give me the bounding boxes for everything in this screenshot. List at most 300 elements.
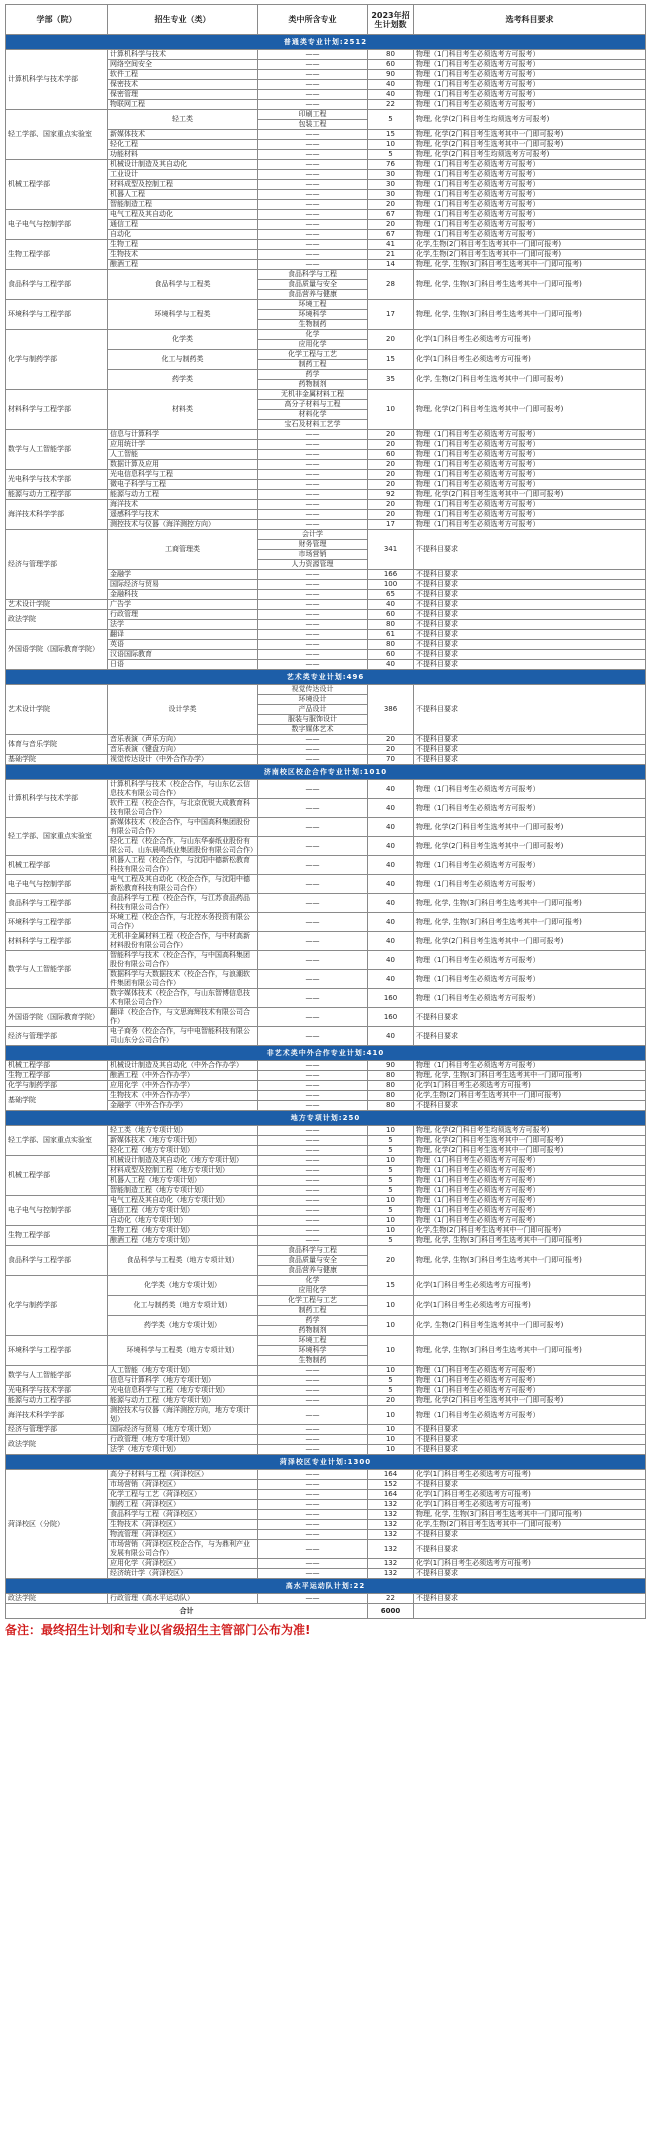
requirement-cell: 物理, 化学, 生物(3门科目考生选考其中一门即可报考) [414,1510,646,1520]
table-row [6,300,646,310]
table-row [6,240,646,250]
major-cell: 计算机科学与技术 [108,50,258,60]
sub-major-cell: —— [258,480,368,490]
section-row [6,1579,646,1594]
department-cell: 经济与管理学部 [6,530,108,600]
sub-major-cell: —— [258,130,368,140]
major-cell: 新媒体技术（地方专项计划） [108,1136,258,1146]
requirement-cell: 物理（1门科目考生必须选考方可报考） [414,799,646,818]
plan-count-cell: 40 [368,970,414,989]
plan-count-cell: 10 [368,1226,414,1236]
plan-count-cell: 10 [368,140,414,150]
requirement-cell: 不提科目要求 [414,685,646,735]
requirement-cell: 不提科目要求 [414,1435,646,1445]
requirement-cell: 不提科目要求 [414,1425,646,1435]
plan-count-cell: 40 [368,875,414,894]
table-row [6,1091,646,1101]
department-cell: 外国语学院（国际教育学院） [6,630,108,670]
major-cell: 轻工类 [108,110,258,130]
plan-count-cell: 10 [368,1316,414,1336]
plan-count-cell: 10 [368,1336,414,1366]
major-cell: 酿酒工程（地方专项计划） [108,1236,258,1246]
requirement-cell: 物理（1门科目考生必须选考方可报考） [414,430,646,440]
sub-major-cell: —— [258,1027,368,1046]
department-cell: 电子电气与控制学部 [6,875,108,894]
major-cell: 轻化工程 [108,140,258,150]
sub-major-cell: 数字媒体艺术 [258,725,368,735]
major-cell: 应用化学（中外合作办学） [108,1081,258,1091]
requirement-cell: 物理（1门科目考生必须选考方可报考） [414,951,646,970]
plan-count-cell: 60 [368,60,414,70]
plan-count-cell: 90 [368,70,414,80]
plan-count-cell: 76 [368,160,414,170]
requirement-cell: 物理（1门科目考生必须选考方可报考） [414,480,646,490]
plan-count-cell: 160 [368,989,414,1008]
table-row [6,630,646,640]
plan-count-cell: 14 [368,260,414,270]
requirement-cell: 物理, 化学(2门科目考生选考其中一门即可报考) [414,130,646,140]
sub-major-cell: —— [258,1226,368,1236]
department-cell: 环境科学与工程学部 [6,1336,108,1366]
plan-count-cell: 5 [368,1166,414,1176]
department-cell: 生物工程学部 [6,1071,108,1081]
requirement-cell: 物理（1门科目考生必须选考方可报考） [414,180,646,190]
requirement-cell: 物理（1门科目考生必须选考方可报考） [414,856,646,875]
major-cell: 智能制造工程 [108,200,258,210]
plan-count-cell: 5 [368,1376,414,1386]
plan-count-cell: 5 [368,150,414,160]
table-row [6,330,646,340]
requirement-cell: 物理（1门科目考生必须选考方可报考） [414,200,646,210]
requirement-cell: 物理, 化学, 生物(3门科目考生选考其中一门即可报考) [414,1071,646,1081]
plan-count-cell: 40 [368,913,414,932]
table-row [6,735,646,745]
major-cell: 药学类（地方专项计划） [108,1316,258,1336]
plan-count-cell: 30 [368,190,414,200]
plan-count-cell: 35 [368,370,414,390]
major-cell: 食品科学与工程（菏泽校区） [108,1510,258,1520]
plan-count-cell: 40 [368,90,414,100]
major-cell: 软件工程 [108,70,258,80]
requirement-cell: 物理, 化学, 生物(3门科目考生选考其中一门即可报考) [414,1246,646,1276]
enrollment-plan-table [5,4,646,1619]
requirement-cell: 化学(1门科目考生必须选考方可报考) [414,1296,646,1316]
requirement-cell: 不提科目要求 [414,1008,646,1027]
plan-count-cell: 10 [368,1366,414,1376]
table-row [6,1594,646,1604]
plan-count-cell: 20 [368,330,414,350]
plan-count-cell: 17 [368,300,414,330]
department-cell: 数学与人工智能学部 [6,1366,108,1386]
table-row [6,1366,646,1376]
major-cell: 无机非金属材料工程（校企合作，与中材高新材料股份有限公司合作） [108,932,258,951]
requirement-cell: 物理（1门科目考生必须选考方可报考） [414,460,646,470]
header-major: 招生专业（类） [108,5,258,35]
requirement-cell: 物理（1门科目考生必须选考方可报考） [414,190,646,200]
plan-count-cell: 132 [368,1520,414,1530]
table-row [6,1246,646,1256]
requirement-cell: 化学, 生物(2门科目考生选考其中一门即可报考) [414,370,646,390]
sub-major-cell: 财务管理 [258,540,368,550]
sub-major-cell: —— [258,1396,368,1406]
requirement-cell: 物理（1门科目考生必须选考方可报考） [414,90,646,100]
sub-major-cell: —— [258,510,368,520]
requirement-cell: 不提科目要求 [414,745,646,755]
department-cell: 机械工程学部 [6,1061,108,1071]
requirement-cell: 物理, 化学(2门科目考生选考其中一门即可报考) [414,1396,646,1406]
department-cell: 电子电气与控制学部 [6,210,108,240]
requirement-cell: 物理（1门科目考生必须选考方可报考） [414,1366,646,1376]
requirement-cell: 化学(1门科目考生必须选考方可报考) [414,1276,646,1296]
plan-count-cell: 40 [368,856,414,875]
department-cell: 海洋技术科学学部 [6,500,108,530]
table-row [6,500,646,510]
sub-major-cell: —— [258,1176,368,1186]
major-cell: 食品科学与工程类（地方专项计划） [108,1246,258,1276]
requirement-cell: 物理（1门科目考生必须选考方可报考） [414,875,646,894]
section-row [6,1111,646,1126]
plan-count-cell: 28 [368,270,414,300]
sub-major-cell: 包装工程 [258,120,368,130]
plan-count-cell: 40 [368,837,414,856]
sub-major-cell: —— [258,951,368,970]
sub-major-cell: 人力资源管理 [258,560,368,570]
sub-major-cell: —— [258,818,368,837]
sub-major-cell: 视觉传达设计 [258,685,368,695]
requirement-cell: 物理（1门科目考生必须选考方可报考） [414,230,646,240]
plan-count-cell: 20 [368,500,414,510]
sub-major-cell: —— [258,590,368,600]
major-cell: 生物技术（中外合作办学） [108,1091,258,1101]
major-cell: 自动化（地方专项计划） [108,1216,258,1226]
sub-major-cell: —— [258,1091,368,1101]
plan-count-cell: 5 [368,1206,414,1216]
sub-major-cell: 药学 [258,1316,368,1326]
section-title: 普通类专业计划:2512 [6,35,646,50]
plan-count-cell: 22 [368,1594,414,1604]
major-cell: 制药工程（菏泽校区） [108,1500,258,1510]
sub-major-cell: —— [258,1406,368,1425]
major-cell: 保密管理 [108,90,258,100]
major-cell: 工商管理类 [108,530,258,570]
plan-count-cell: 60 [368,610,414,620]
requirement-cell: 物理, 化学(2门科目考生均须选考方可报考) [414,150,646,160]
sub-major-cell: —— [258,570,368,580]
sub-major-cell: —— [258,220,368,230]
plan-count-cell: 21 [368,250,414,260]
requirement-cell: 不提科目要求 [414,1594,646,1604]
major-cell: 应用化学（菏泽校区） [108,1559,258,1569]
plan-count-cell: 40 [368,894,414,913]
requirement-cell: 物理（1门科目考生必须选考方可报考） [414,510,646,520]
major-cell: 材料成型及控制工程（地方专项计划） [108,1166,258,1176]
sub-major-cell: 化学 [258,330,368,340]
department-cell: 轻工学部、国家重点实验室 [6,110,108,160]
major-cell: 遥感科学与技术 [108,510,258,520]
sub-major-cell: 药物制剂 [258,380,368,390]
requirement-cell: 物理（1门科目考生必须选考方可报考） [414,100,646,110]
sub-major-cell: —— [258,1490,368,1500]
requirement-cell: 化学(1门科目考生必须选考方可报考) [414,1490,646,1500]
plan-body [6,35,646,1604]
department-cell: 机械工程学部 [6,856,108,875]
sub-major-cell: —— [258,160,368,170]
major-cell: 视觉传达设计（中外合作办学） [108,755,258,765]
major-cell: 能源与动力工程 [108,490,258,500]
plan-count-cell: 10 [368,1216,414,1226]
major-cell: 海洋技术 [108,500,258,510]
major-cell: 化工与制药类 [108,350,258,370]
requirement-cell: 物理（1门科目考生必须选考方可报考） [414,1061,646,1071]
sub-major-cell: 环境科学 [258,310,368,320]
section-row [6,670,646,685]
requirement-cell: 物理, 化学(2门科目考生选考其中一门即可报考) [414,818,646,837]
sub-major-cell: —— [258,875,368,894]
department-cell: 材料科学与工程学部 [6,932,108,951]
sub-major-cell: —— [258,200,368,210]
table-row [6,894,646,913]
sub-major-cell: —— [258,1126,368,1136]
requirement-cell: 物理（1门科目考生必须选考方可报考） [414,1156,646,1166]
major-cell: 生物工程 [108,240,258,250]
sub-major-cell: —— [258,430,368,440]
major-cell: 人工智能（地方专项计划） [108,1366,258,1376]
sub-major-cell: —— [258,100,368,110]
plan-count-cell: 5 [368,1136,414,1146]
plan-count-cell: 164 [368,1470,414,1480]
requirement-cell: 物理, 化学(2门科目考生选考其中一门即可报考) [414,140,646,150]
plan-count-cell: 20 [368,470,414,480]
major-cell: 信息与计算科学 [108,430,258,440]
sub-major-cell: —— [258,1196,368,1206]
requirement-cell: 化学(1门科目考生必须选考方可报考) [414,1500,646,1510]
sub-major-cell: —— [258,620,368,630]
major-cell: 机器人工程（校企合作，与沈阳中德新松教育科技有限公司合作） [108,856,258,875]
requirement-cell: 物理, 化学(2门科目考生均须选考方可报考) [414,1126,646,1136]
footnote: 备注：最终招生计划和专业以省级招生主管部门公布为准! [5,1623,311,1637]
requirement-cell: 不提科目要求 [414,1101,646,1111]
section-row [6,765,646,780]
sub-major-cell: —— [258,1081,368,1091]
major-cell: 行政管理（地方专项计划） [108,1435,258,1445]
table-row [6,210,646,220]
requirement-cell: 物理（1门科目考生必须选考方可报考） [414,60,646,70]
requirement-cell: 物理（1门科目考生必须选考方可报考） [414,1176,646,1186]
requirement-cell: 不提科目要求 [414,755,646,765]
plan-count-cell: 20 [368,200,414,210]
table-row [6,932,646,951]
plan-count-cell: 152 [368,1480,414,1490]
plan-count-cell: 15 [368,1276,414,1296]
sub-major-cell: —— [258,660,368,670]
sub-major-cell: —— [258,1445,368,1455]
plan-count-cell: 10 [368,1435,414,1445]
major-cell: 食品科学与工程类 [108,270,258,300]
requirement-cell: 化学,生物(2门科目考生选考其中一门即可报考) [414,240,646,250]
requirement-cell: 不提科目要求 [414,570,646,580]
requirement-cell: 物理（1门科目考生必须选考方可报考） [414,1406,646,1425]
plan-count-cell: 17 [368,520,414,530]
department-cell: 轻工学部、国家重点实验室 [6,818,108,856]
plan-count-cell: 40 [368,80,414,90]
sub-major-cell: —— [258,745,368,755]
sub-major-cell: —— [258,640,368,650]
sub-major-cell: —— [258,1470,368,1480]
department-cell: 光电科学与技术学部 [6,1386,108,1396]
department-cell: 化学与制药学部 [6,330,108,390]
sub-major-cell: 食品质量与安全 [258,280,368,290]
sub-major-cell: —— [258,989,368,1008]
requirement-cell: 化学(1门科目考生必须选考方可报考) [414,1559,646,1569]
plan-count-cell: 5 [368,1386,414,1396]
sub-major-cell: —— [258,250,368,260]
table-row [6,780,646,799]
plan-count-cell: 20 [368,745,414,755]
sub-major-cell: —— [258,1008,368,1027]
sub-major-cell: 应用化学 [258,340,368,350]
sub-major-cell: —— [258,240,368,250]
table-row [6,610,646,620]
requirement-cell: 不提科目要求 [414,1480,646,1490]
major-cell: 市场营销（菏泽校区） [108,1480,258,1490]
sub-major-cell: 无机非金属材料工程 [258,390,368,400]
sub-major-cell: —— [258,970,368,989]
table-row [6,1061,646,1071]
department-cell: 环境科学与工程学部 [6,300,108,330]
major-cell: 轻工类（地方专项计划） [108,1126,258,1136]
sub-major-cell: —— [258,894,368,913]
department-cell: 基础学院 [6,755,108,765]
sub-major-cell: 宝石及材料工艺学 [258,420,368,430]
plan-count-cell: 40 [368,660,414,670]
section-title: 菏泽校区专业计划:1300 [6,1455,646,1470]
major-cell: 电气工程及其自动化（校企合作，与沈阳中德新松教育科技有限公司合作） [108,875,258,894]
major-cell: 行政管理（高水平运动队） [108,1594,258,1604]
sub-major-cell: —— [258,490,368,500]
major-cell: 英语 [108,640,258,650]
requirement-cell: 物理, 化学, 生物(3门科目考生选考其中一门即可报考) [414,1336,646,1366]
major-cell: 高分子材料与工程（菏泽校区） [108,1470,258,1480]
major-cell: 计算机科学与技术（校企合作，与山东亿云信息技术有限公司合作） [108,780,258,799]
major-cell: 经济统计学（菏泽校区） [108,1569,258,1579]
plan-count-cell: 166 [368,570,414,580]
requirement-cell: 物理（1门科目考生必须选考方可报考） [414,1186,646,1196]
requirement-cell: 物理, 化学(2门科目考生选考其中一门即可报考) [414,1136,646,1146]
requirement-cell: 不提科目要求 [414,660,646,670]
requirement-cell: 化学(1门科目考生必须选考方可报考) [414,330,646,350]
requirement-cell: 不提科目要求 [414,590,646,600]
sub-major-cell: —— [258,799,368,818]
sub-major-cell: —— [258,1101,368,1111]
plan-count-cell: 20 [368,220,414,230]
header-plan-count: 2023年招生计划数 [368,5,414,35]
table-row [6,1336,646,1346]
table-row [6,1071,646,1081]
requirement-cell: 不提科目要求 [414,620,646,630]
requirement-cell: 物理, 化学(2门科目考生选考其中一门即可报考) [414,837,646,856]
requirement-cell: 不提科目要求 [414,1569,646,1579]
department-cell: 化学与制药学部 [6,1276,108,1336]
major-cell: 金融学 [108,570,258,580]
plan-count-cell: 132 [368,1500,414,1510]
major-cell: 电气工程及其自动化 [108,210,258,220]
table-row [6,50,646,60]
sub-major-cell: —— [258,1166,368,1176]
major-cell: 机械设计制造及其自动化（地方专项计划） [108,1156,258,1166]
major-cell: 新媒体技术 [108,130,258,140]
major-cell: 环境科学与工程类 [108,300,258,330]
sub-major-cell: —— [258,170,368,180]
major-cell: 药学类 [108,370,258,390]
plan-count-cell: 341 [368,530,414,570]
plan-count-cell: 20 [368,480,414,490]
department-cell: 艺术设计学院 [6,685,108,735]
plan-count-cell: 41 [368,240,414,250]
requirement-cell: 物理（1门科目考生必须选考方可报考） [414,70,646,80]
section-title: 济南校区校企合作专业计划:1010 [6,765,646,780]
plan-count-cell: 80 [368,1101,414,1111]
sub-major-cell: —— [258,190,368,200]
sub-major-cell: —— [258,1569,368,1579]
department-cell [6,989,108,1008]
department-cell: 艺术设计学院 [6,600,108,610]
department-cell: 机械工程学部 [6,1156,108,1196]
sub-major-cell: 化学工程与工艺 [258,350,368,360]
sub-major-cell: —— [258,1435,368,1445]
plan-count-cell: 132 [368,1569,414,1579]
section-title: 非艺术类中外合作专业计划:410 [6,1046,646,1061]
major-cell: 音乐表演（声乐方向） [108,735,258,745]
sub-major-cell: —— [258,630,368,640]
major-cell: 金融学（中外合作办学） [108,1101,258,1111]
sub-major-cell: —— [258,1366,368,1376]
major-cell: 测控技术与仪器（海洋测控方向，地方专项计划） [108,1406,258,1425]
plan-count-cell: 20 [368,430,414,440]
department-cell: 体育与音乐学院 [6,735,108,755]
department-cell: 数学与人工智能学部 [6,430,108,470]
header-sub-majors: 类中所含专业 [258,5,368,35]
major-cell: 电气工程及其自动化（地方专项计划） [108,1196,258,1206]
major-cell: 市场营销（菏泽校区校企合作，与为鼎利产业发展有限公司合作） [108,1540,258,1559]
plan-count-cell: 20 [368,510,414,520]
department-cell: 环境科学与工程学部 [6,913,108,932]
table-row [6,600,646,610]
department-cell: 海洋技术科学学部 [6,1406,108,1425]
requirement-cell: 不提科目要求 [414,600,646,610]
requirement-cell: 物理（1门科目考生必须选考方可报考） [414,780,646,799]
department-cell: 菏泽校区（分院） [6,1470,108,1579]
sub-major-cell: —— [258,1186,368,1196]
plan-count-cell: 30 [368,180,414,190]
major-cell: 材料成型及控制工程 [108,180,258,190]
major-cell: 化工与制药类（地方专项计划） [108,1296,258,1316]
major-cell: 信息与计算科学（地方专项计划） [108,1376,258,1386]
plan-count-cell: 160 [368,1008,414,1027]
requirement-cell: 物理, 化学, 生物(3门科目考生选考其中一门即可报考) [414,270,646,300]
sub-major-cell: —— [258,80,368,90]
plan-count-cell: 10 [368,1406,414,1425]
sub-major-cell: 食品质量与安全 [258,1256,368,1266]
sub-major-cell: 化学工程与工艺 [258,1296,368,1306]
major-cell: 国际经济与贸易 [108,580,258,590]
major-cell: 光电信息科学与工程（地方专项计划） [108,1386,258,1396]
major-cell: 翻译 [108,630,258,640]
requirement-cell: 不提科目要求 [414,1445,646,1455]
sub-major-cell: 应用化学 [258,1286,368,1296]
table-row [6,390,646,400]
major-cell: 数据计算及应用 [108,460,258,470]
requirement-cell: 物理（1门科目考生必须选考方可报考） [414,470,646,480]
